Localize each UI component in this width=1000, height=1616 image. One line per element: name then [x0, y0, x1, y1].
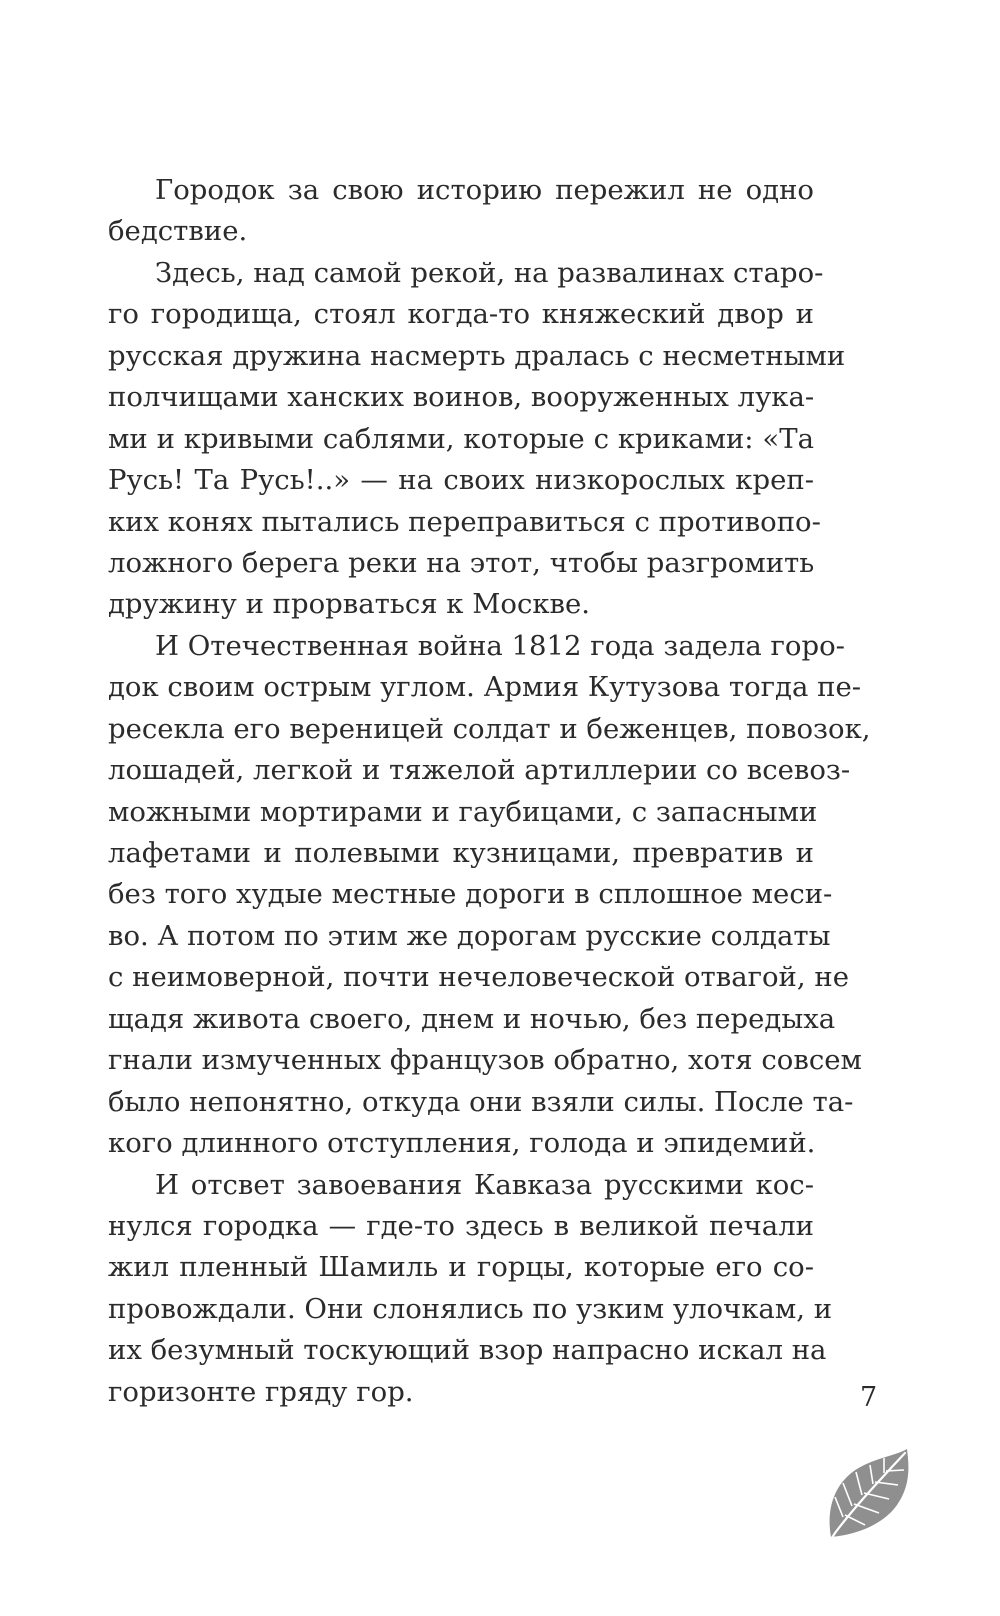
- body-text: [108, 170, 871, 1413]
- text-line: без того худые местные дороги в сплошное меси-: [108, 878, 833, 911]
- text-line: гнали измученных французов обратно, хотя совсем: [108, 1044, 862, 1077]
- text-line: дружину и прорваться к Москве.: [108, 588, 591, 621]
- leaf-vein: [886, 1470, 904, 1471]
- text-line: их безумный тоскующий взор напрасно искал на: [108, 1334, 827, 1367]
- text-line: лафетами и полевыми кузницами, превратив и: [108, 837, 814, 869]
- page-number: 7: [860, 1382, 878, 1413]
- text-line: полчищами ханских воинов, вооруженных лука-: [108, 381, 815, 414]
- text-line: провождали. Они слонялись по узким улочкам, и: [108, 1292, 833, 1325]
- text-line: ресекла его вереницей солдат и беженцев, повозок,: [108, 712, 871, 745]
- text-line: ложного берега реки на этот, чтобы разгромить: [108, 546, 815, 579]
- text-line: было непонятно, откуда они взяли силы. После та-: [108, 1085, 854, 1118]
- text-line: русская дружина насмерть дралась с несметными: [108, 339, 846, 372]
- text-line: кого длинного отступления, голода и эпидемий.: [108, 1127, 816, 1160]
- text-line: можными мортирами и гаубицами, с запасными: [108, 795, 818, 828]
- text-line: И отсвет завоевания Кавказа русскими кос-: [155, 1168, 814, 1201]
- text-line: с неимоверной, почти нечеловеческой отвагой, не: [108, 961, 849, 994]
- text-line: нулся городка — где-то здесь в великой печали: [108, 1209, 814, 1242]
- text-line: ких конях пытались переправиться с противопо-: [108, 505, 821, 538]
- text-line: Русь! Та Русь!..» — на своих низкорослых креп-: [108, 464, 814, 497]
- leaf-icon: [823, 1445, 913, 1547]
- text-line: док своим острым углом. Армия Кутузова тогда пе-: [108, 671, 862, 704]
- text-line: Здесь, над самой рекой, на развалинах старо-: [155, 256, 824, 289]
- text-line: ми и кривыми саблями, которые с криками: «Та: [108, 422, 814, 455]
- text-line: во. А потом по этим же дорогам русские солдаты: [108, 919, 831, 952]
- text-line: лошадей, легкой и тяжелой артиллерии со всевоз-: [108, 754, 851, 787]
- text-line: И Отечественная война 1812 года задела горо-: [155, 629, 845, 662]
- text-line: го городища, стоял когда-то княжеский двор и: [108, 298, 814, 331]
- text-line: Городок за свою историю пережил не одно: [155, 174, 814, 206]
- text-line: горизонте гряду гор.: [108, 1375, 414, 1408]
- text-line: щадя живота своего, днем и ночью, без передыха: [108, 1002, 836, 1035]
- text-line: жил пленный Шамиль и горцы, которые его со-: [108, 1251, 814, 1284]
- text-line: бедствие.: [108, 215, 248, 248]
